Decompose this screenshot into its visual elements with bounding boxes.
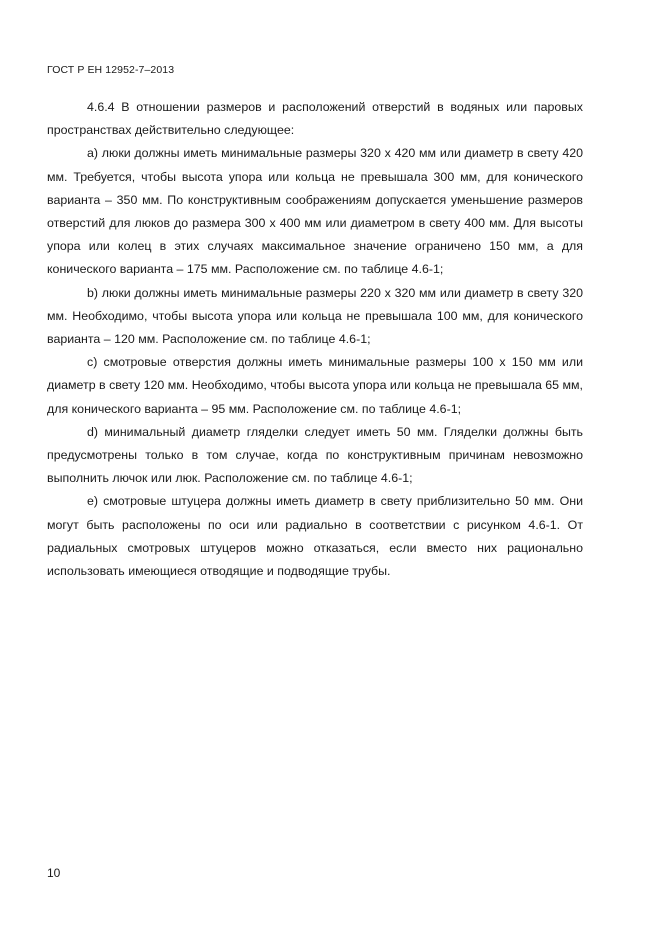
paragraph-item-a: а) люки должны иметь минимальные размеры 320 х 420 мм или диаметр в свету 420 мм. Требуется, чтобы высота упора или кольца не превышала 300 мм, для конического варианта – 350 мм. По конструктивным соображениям допускается уменьшение размеров отверстий для люков до размера 300 х 400 мм или диаметром в свету 400 мм. Для высоты упора или колец в этих случаях максимальное значение ограничено 150 мм, а для конического варианта – 175 мм. Расположение см. по таблице 4.6-1; (47, 146, 583, 277)
document-header: ГОСТ Р ЕН 12952-7–2013 (47, 64, 175, 76)
paragraph-item-b: b) люки должны иметь минимальные размеры 220 х 320 мм или диаметр в свету 320 мм. Необходимо, чтобы высота упора или кольца не превышала 100 мм, для конического варианта – 120 мм. Расположение см. по таблице 4.6-1; (47, 285, 583, 347)
page-number: 10 (47, 866, 61, 880)
paragraph-intro: 4.6.4 В отношении размеров и расположений отверстий в водяных или паровых пространствах действительно следующее: (47, 100, 583, 138)
paragraph-item-e: e) смотровые штуцера должны иметь диаметр в свету приблизительно 50 мм. Они могут быть расположены по оси или радиально в соответствии с рисунком 4.6-1. От радиальных смотровых штуцеров можно отказаться, если вместо них рационально использовать имеющиеся отводящие и подводящие трубы. (47, 494, 583, 579)
paragraph-item-c: c) смотровые отверстия должны иметь минимальные размеры 100 х 150 мм или диаметр в свету 120 мм. Необходимо, чтобы высота упора или кольца не превышала 65 мм, для конического варианта – 95 мм. Расположение см. по таблице 4.6-1; (47, 355, 583, 416)
document-body (47, 96, 583, 583)
paragraph-item-d: d) минимальный диаметр гляделки следует иметь 50 мм. Гляделки должны быть предусмотрены только в том случае, когда по конструктивным причинам невозможно выполнить лючок или люк. Расположение см. по таблице 4.6-1; (47, 424, 583, 486)
